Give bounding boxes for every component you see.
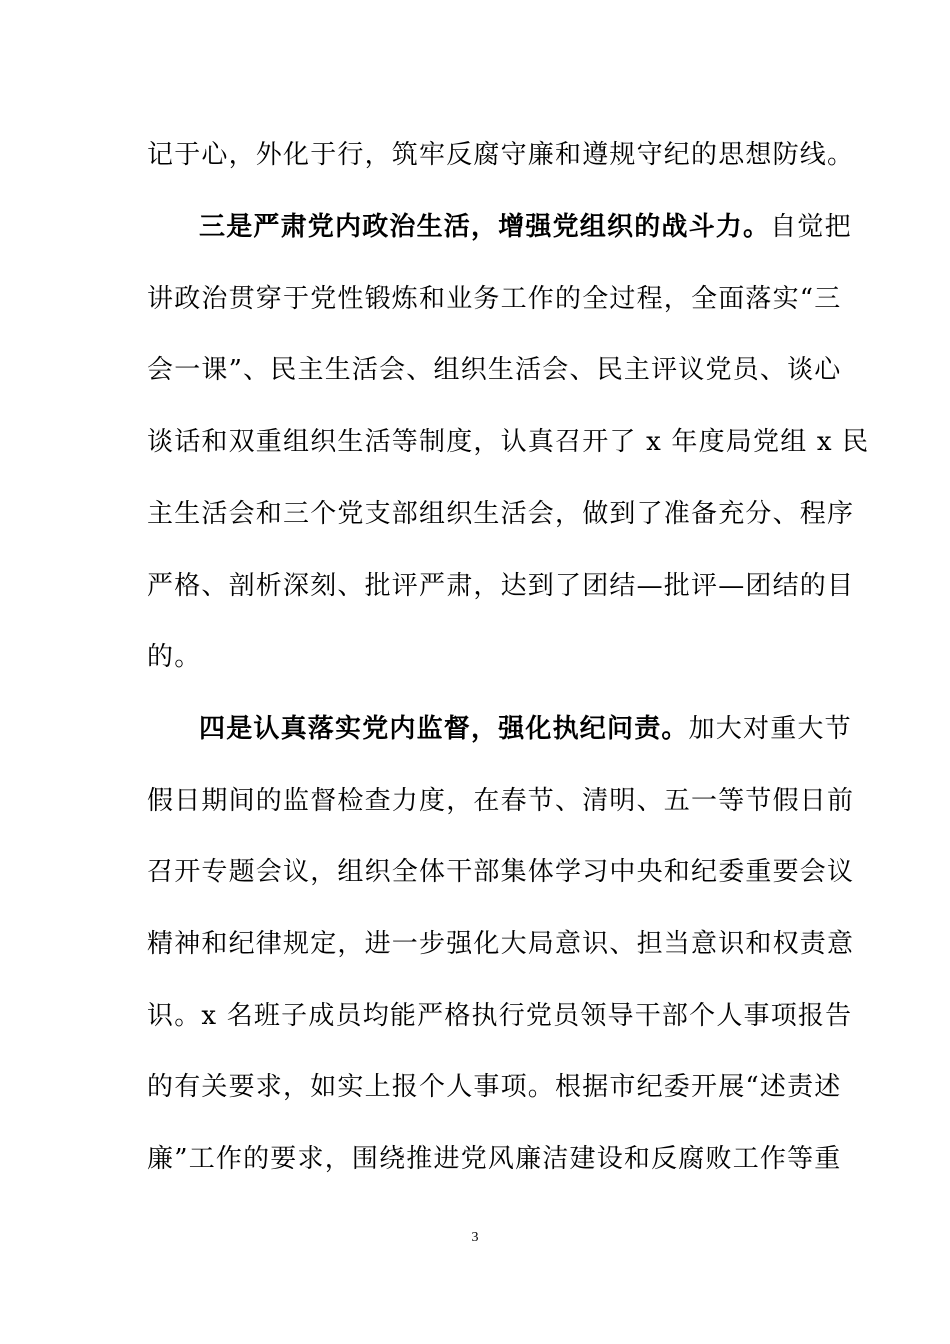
line-text: 主生活会和三个党支部组织生活会，做到了准备充分、程序 [147, 499, 855, 529]
paragraph-line [147, 996, 853, 1036]
page-number: 3 [471, 1230, 479, 1245]
paragraph-line [147, 781, 855, 821]
paragraph-line [147, 852, 855, 892]
paragraph-line [199, 709, 852, 749]
paragraph-line [147, 566, 855, 606]
line-text: 精神和纪律规定，进一步强化大局意识、担当意识和权责意 [147, 929, 855, 959]
paragraph-line [147, 1139, 842, 1179]
line-text: 的有关要求，如实上报个人事项。根据市纪委开展“述责述 [147, 1072, 842, 1102]
line-text: 记于心，外化于行，筑牢反腐守廉和遵规守纪的思想防线。 [147, 140, 855, 170]
paragraph-line [199, 207, 852, 247]
section-heading: 四是认真落实党内监督，强化执纪问责。 [199, 714, 689, 744]
paragraph-line [147, 924, 855, 964]
line-text: 谈话和双重组织生活等制度，认真召开了 x 年度局党组 x 民 [147, 427, 870, 457]
line-text: 召开专题会议，组织全体干部集体学习中央和纪委重要会议 [147, 857, 855, 887]
paragraph-line [147, 494, 855, 534]
paragraph-line [147, 637, 807, 677]
paragraph-line [147, 1067, 842, 1107]
line-text: 假日期间的监督检查力度，在春节、清明、五一等节假日前 [147, 786, 855, 816]
line-text: 自觉把 [770, 212, 852, 242]
paragraph-line [147, 422, 870, 462]
paragraph-line [147, 135, 855, 175]
line-text: 会一课”、民主生活会、组织生活会、民主评议党员、谈心 [147, 355, 842, 385]
line-text: 讲政治贯穿于党性锻炼和业务工作的全过程，全面落实“三 [147, 284, 842, 314]
line-text: 的。 [147, 642, 202, 672]
line-text: 严格、剖析深刻、批评严肃，达到了团结—批评—团结的目 [147, 571, 855, 601]
paragraph-line [147, 279, 842, 319]
line-text: 廉”工作的要求，围绕推进党风廉洁建设和反腐败工作等重 [147, 1144, 842, 1174]
section-heading: 三是严肃党内政治生活，增强党组织的战斗力。 [199, 212, 771, 242]
paragraph-line [147, 350, 842, 390]
line-text: 加大对重大节 [688, 714, 852, 744]
line-text: 识。x 名班子成员均能严格执行党员领导干部个人事项报告 [147, 1001, 853, 1031]
